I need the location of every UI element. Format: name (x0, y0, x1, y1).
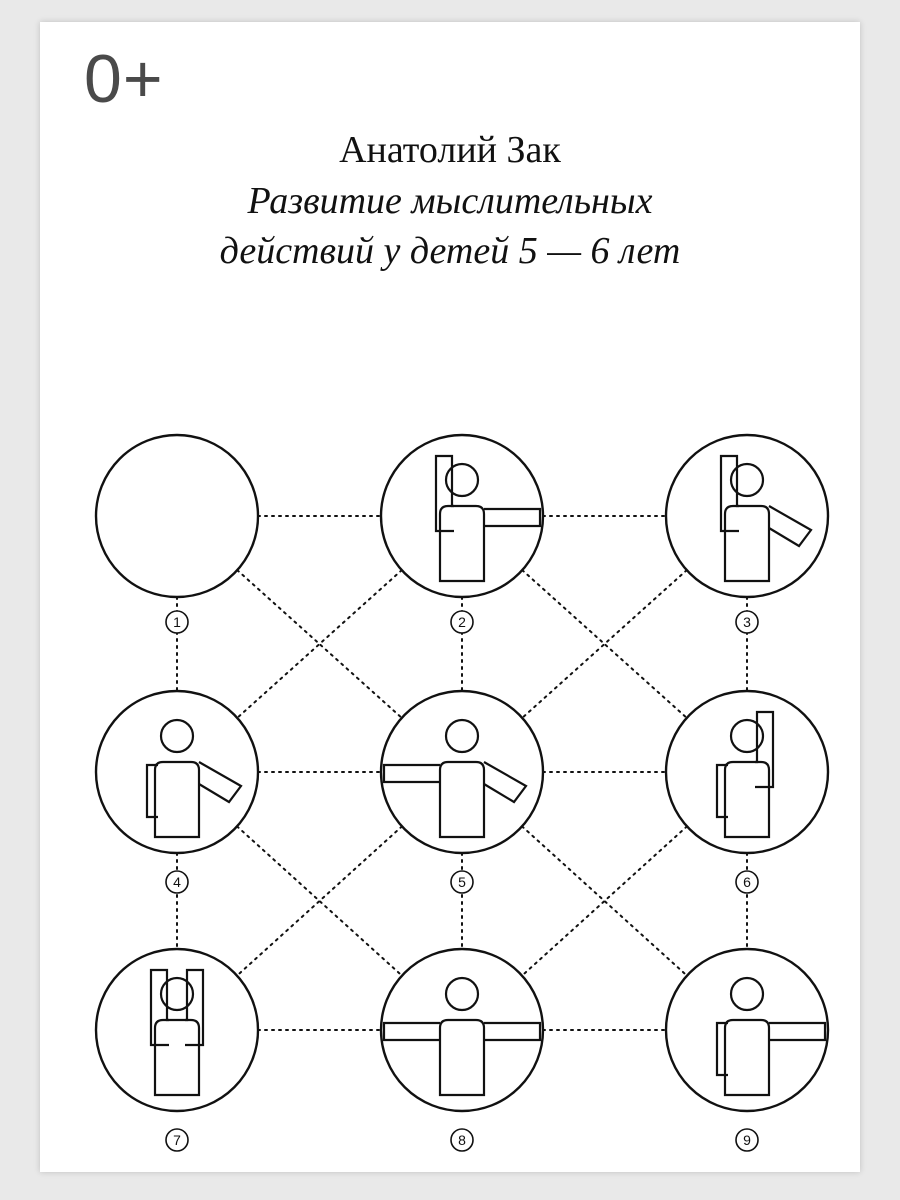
age-rating: 0+ (84, 41, 164, 117)
figure-circle (666, 949, 828, 1111)
number-label: 2 (458, 614, 466, 630)
number-label: 9 (743, 1132, 751, 1148)
figure-circle (96, 691, 258, 853)
number-label: 3 (743, 614, 751, 630)
figure-node-4 (96, 691, 258, 853)
figure-node-8 (381, 949, 543, 1111)
figure-node-2 (381, 435, 543, 597)
number-label: 7 (173, 1132, 181, 1148)
figure-circle (381, 435, 543, 597)
figure-number-4 (166, 871, 188, 893)
figure-grid (96, 435, 828, 1111)
figure-number-3 (736, 611, 758, 633)
figure-number-6 (736, 871, 758, 893)
number-label: 6 (743, 874, 751, 890)
figure-node-9 (666, 949, 828, 1111)
figure-number-5 (451, 871, 473, 893)
connector-line (522, 570, 686, 718)
figure-circle (96, 435, 258, 597)
figure-circle (666, 435, 828, 597)
figure-circle (381, 691, 543, 853)
figure-circle (666, 691, 828, 853)
figure-node-7 (96, 949, 258, 1111)
title-line-1: Развитие мыслительных (247, 180, 653, 222)
figure-node-1 (96, 435, 258, 597)
figure-node-5 (381, 691, 543, 853)
number-label: 8 (458, 1132, 466, 1148)
figure-number-8 (451, 1129, 473, 1151)
figure-number-7 (166, 1129, 188, 1151)
connector-line (522, 570, 686, 718)
figure-number-2 (451, 611, 473, 633)
figure-number-9 (736, 1129, 758, 1151)
figure-circle (381, 949, 543, 1111)
author-name: Анатолий Зак (339, 129, 561, 171)
figure-number-1 (166, 611, 188, 633)
title-line-2: действий у детей 5 — 6 лет (219, 230, 681, 272)
number-label: 1 (173, 614, 181, 630)
number-label: 4 (173, 874, 181, 890)
figure-node-3 (666, 435, 828, 597)
number-label: 5 (458, 874, 466, 890)
figure-node-6 (666, 691, 828, 853)
figure-circle (96, 949, 258, 1111)
